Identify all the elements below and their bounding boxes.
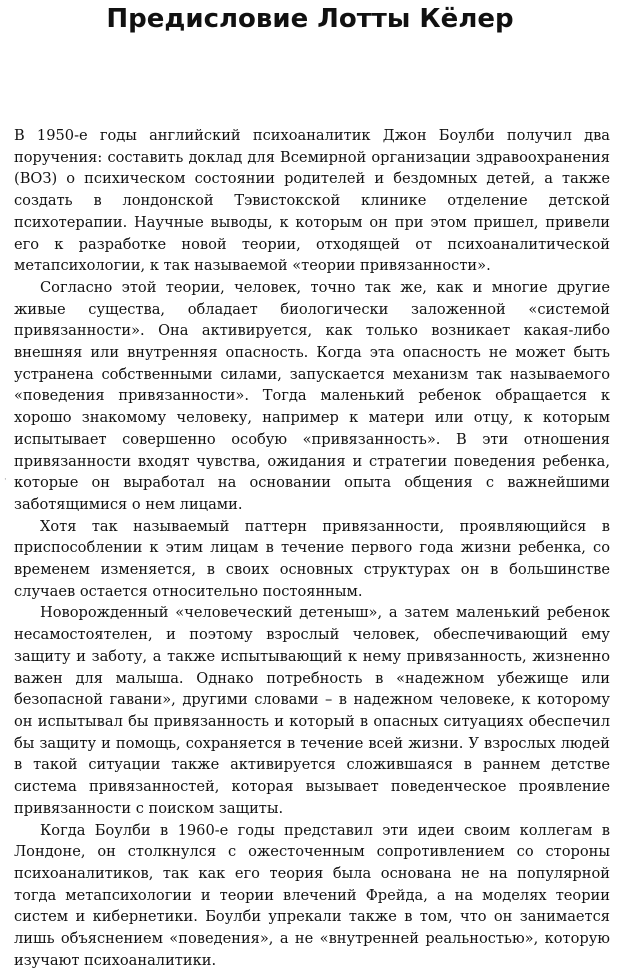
- body-text: [14, 125, 610, 971]
- margin-mark: ·: [4, 478, 8, 482]
- paragraph-1: В 1950-е годы английский психоаналитик Джон Боулби получил два поручения: составить доклад для Всемирной организации здравоохранения (ВОЗ) о психическом состоянии родителей и бездомных детей, а также создать в лондонской Тэвистокской клинике отделение детской психотерапии. Научные выводы, к которым он при этом пришел, привели его к разработке новой теории, отходящей от психоаналитической метапсихологии, к так называемой «теории привязанности».: [14, 125, 610, 277]
- paragraph-4: Новорожденный «человеческий детеныш», а затем маленький ребенок несамостоятелен, и поэтому взрослый человек, обеспечивающий ему защиту и заботу, а также испытывающий к нему привязанность, жизненно важен для малыша. Однако потребность в «надежном убежище или безопасной гавани», другими словами – в надежном человеке, к которому он испытывал бы привязанность и который в опасных ситуациях обеспечил бы защиту и помощь, сохраняется в течение всей жизни. У взрослых людей в такой ситуации также активируется сложившаяся в раннем детстве система привязанностей, которая вызывает поведенческое проявление привязанности с поиском защиты.: [14, 602, 610, 819]
- paragraph-3: Хотя так называемый паттерн привязанности, проявляющийся в приспособлении к этим лицам в течение первого года жизни ребенка, со временем изменяется, в своих основных структурах он в большинстве случаев остается относительно постоянным.: [14, 516, 610, 603]
- page-title: Предисловие Лотты Кёлер: [0, 2, 620, 36]
- paragraph-5: Когда Боулби в 1960-е годы представил эти идеи своим коллегам в Лондоне, он столкнулся с ожесточенным сопротивлением со стороны психоаналитиков, так как его теория была основана не на популярной тогда метапсихологии и теории влечений Фрейда, а на моделях теории систем и кибернетики. Боулби упрекали также в том, что он занимается лишь объяснением «поведения», а не «внутренней реальностью», которую изучают психоаналитики.: [14, 820, 610, 971]
- paragraph-2: Согласно этой теории, человек, точно так же, как и многие другие живые существа, обладает биологически заложенной «системой привязанности». Она активируется, как только возникает какая-либо внешняя или внутренняя опасность. Когда эта опасность не может быть устранена собственными силами, запускается механизм так называемого «поведения привязанности». Тогда маленький ребенок обращается к хорошо знакомому человеку, например к матери или отцу, к которым испытывает совершенно особую «привязанность». В эти отношения привязанности входят чувства, ожидания и стратегии поведения ребенка, которые он выработал на основании опыта общения с важнейшими заботящимися о нем лицами.: [14, 277, 610, 516]
